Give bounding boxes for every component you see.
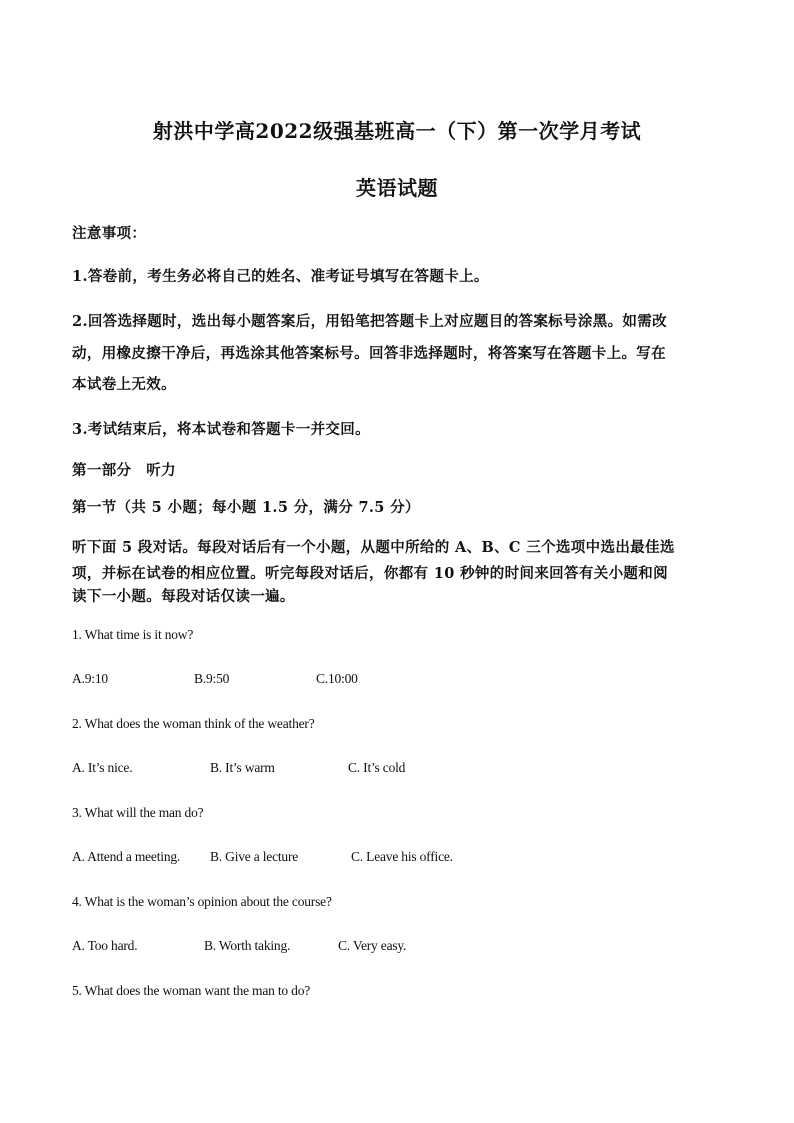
question-3-option-c: C. Leave his office. (351, 849, 453, 864)
exam-subtitle: 英语试题 (356, 176, 438, 200)
question-3-option-b: B. Give a lecture (210, 849, 299, 864)
exam-title: 射洪中学高2022级强基班高一（下）第一次学月考试 (152, 119, 642, 143)
question-4-option-b: B. Worth taking. (204, 938, 291, 953)
question-1-option-b: B.9:50 (194, 671, 230, 686)
question-5-stem: 5. What does the woman want the man to do? (72, 983, 311, 998)
question-2-stem: 2. What does the woman think of the weather? (72, 716, 315, 731)
notice-item-2-line-1: 2.回答选择题时，选出每小题答案后，用铅笔把答题卡上对应题目的答案标号涂黑。如需改 (72, 313, 667, 330)
question-4-option-c: C. Very easy. (338, 938, 407, 953)
question-3-option-a: A. Attend a meeting. (72, 849, 181, 864)
question-2-option-b: B. It’s warm (210, 760, 275, 775)
notice-item-2-line-2: 动，用橡皮擦干净后，再选涂其他答案标号。回答非选择题时，将答案写在答题卡上。写在 (72, 345, 666, 362)
section-1-heading: 第一节（共 5 小题；每小题 1.5 分，满分 7.5 分） (72, 499, 420, 516)
notice-item-1: 1.答卷前，考生务必将自己的姓名、准考证号填写在答题卡上。 (72, 268, 489, 285)
question-1-option-a: A.9:10 (72, 671, 108, 686)
instructions-line-3: 读下一小题。每段对话仅读一遍。 (72, 588, 295, 605)
question-4-stem: 4. What is the woman’s opinion about the course? (72, 894, 332, 909)
question-2-option-c: C. It’s cold (348, 760, 406, 775)
notice-item-3: 3.考试结束后，将本试卷和答题卡一并交回。 (72, 421, 370, 438)
notice-heading: 注意事项： (72, 225, 147, 242)
notice-item-2-line-3: 本试卷上无效。 (72, 376, 176, 393)
question-1-option-c: C.10:00 (316, 671, 358, 686)
question-3-stem: 3. What will the man do? (72, 805, 204, 820)
question-4-option-a: A. Too hard. (72, 938, 138, 953)
question-1-stem: 1. What time is it now? (72, 627, 194, 642)
instructions-line-1: 听下面 5 段对话。每段对话后有一个小题，从题中所给的 A、B、C 三个选项中选出最佳选 (72, 539, 675, 556)
part-1-heading: 第一部分 听力 (72, 462, 176, 479)
question-2-option-a: A. It’s nice. (72, 760, 133, 775)
instructions-line-2: 项，并标在试卷的相应位置。听完每段对话后，你都有 10 秒钟的时间来回答有关小题和阅 (72, 565, 668, 582)
